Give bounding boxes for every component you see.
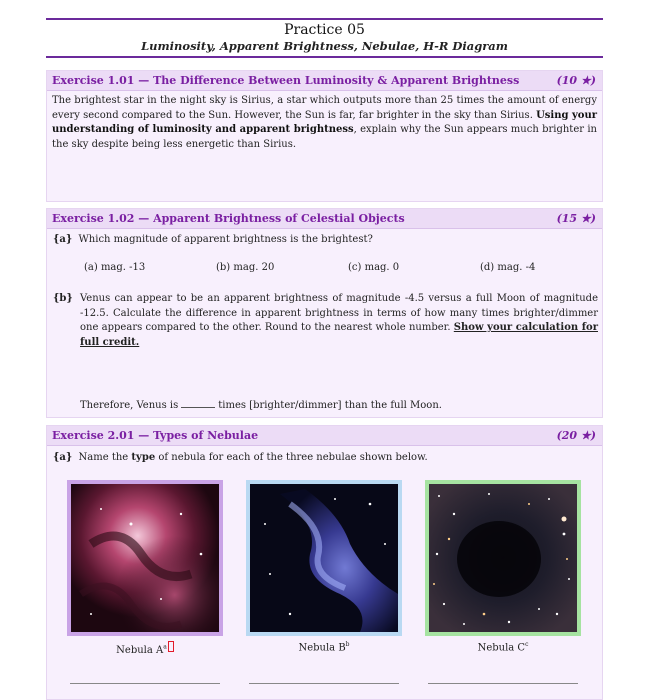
nebula-a-footnote: a [163,643,167,651]
exercise-1-01-header [47,71,602,91]
part-b-text: Venus can appear to be an apparent brightness of magnitude -4.5 versus a full Moon of magnitude -12.5. Calculate the difference in apparent brightness in terms of how many times brighter/dimmer one appears compared to the other. Round to the nearest whole number. [80,293,598,333]
nebula-b-answer-line[interactable] [249,683,399,684]
cursor-marker [168,641,174,652]
choice-c[interactable]: (c) mag. 0 [348,262,400,273]
part-b-label: {b} [53,293,73,304]
nebula-c-label: Nebula C [477,642,526,654]
exercise-1-01-text-1: The brightest star in the night sky is Sirius, a star which outputs more than 25 times the amount of energy every second compared to the Sun. However, the Sun is far, far brighter in the sky than Sirius. [52,95,597,121]
exercise-2-01-title: Exercise 2.01 — Types of Nebulae [52,429,259,442]
nebula-b-footnote: b [345,641,350,648]
exercise-2-01-header [47,426,602,446]
exercise-1-01-points: (10 ★) [556,74,596,87]
exercise-1-02-part-a [53,234,373,245]
part-a-question: Which magnitude of apparent brightness is the brightest? [78,234,373,245]
part-b-bold-instruction: Show your calculation for full credit. [80,322,598,348]
exercise-1-02-points: (15 ★) [556,212,596,225]
venus-conclusion [80,400,442,411]
part-a-after: of nebula for each of the three nebulae shown below. [158,452,428,463]
exercise-1-01-title: Exercise 1.01 — The Difference Between Luminosity & Apparent Brightness [52,74,520,87]
exercise-2-01-points: (20 ★) [556,429,596,442]
exercise-1-02-title: Exercise 1.02 — Apparent Brightness of Celestial Objects [52,212,405,225]
nebula-a-caption [67,641,223,656]
nebula-c-image [429,484,577,632]
top-rule [46,18,603,20]
exercise-1-02-header [47,209,602,229]
nebula-c-footnote: c [525,641,529,648]
nebula-b-label: Nebula B [298,642,346,654]
conclusion-before: Therefore, Venus is [80,400,179,411]
page-subtitle: Luminosity, Apparent Brightness, Nebulae, H-R Diagram [141,39,508,53]
nebula-c-caption [425,641,581,653]
nebula-b-image [250,484,398,632]
exercise-1-01-box [46,70,603,202]
nebula-a-answer-line[interactable] [70,683,220,684]
nebula-a-label: Nebula A [116,645,164,656]
nebula-b-caption [246,641,402,653]
choice-a[interactable]: (a) mag. -13 [84,262,146,273]
nebula-a-frame [67,480,223,636]
part-b-question [80,292,598,350]
exercise-1-01-text-2: , explain why the Sun appears much brighter in the sky despite being less energetic than Sirius. [52,124,597,150]
choice-b[interactable]: (b) mag. 20 [216,262,275,273]
page-title: Practice 05 [284,22,365,38]
part-a-label-2: {a} [53,452,73,463]
answer-blank[interactable] [181,407,215,408]
nebula-b-frame [246,480,402,636]
part-a-bold: type [131,452,156,463]
exercise-2-01-part-a [53,452,428,463]
header-bottom-rule [46,56,603,58]
nebula-c-frame [425,480,581,636]
nebula-a-image [71,484,219,632]
exercise-1-01-prompt [52,94,597,152]
exercise-1-01-text-bold: Using your understanding of luminosity and apparent brightness [52,109,597,135]
choice-d[interactable]: (d) mag. -4 [480,262,536,273]
nebula-c-answer-line[interactable] [428,683,578,684]
part-a-before: Name the [78,452,129,463]
part-a-label: {a} [53,234,73,245]
conclusion-after: times [brighter/dimmer] than the full Moon. [218,400,442,411]
